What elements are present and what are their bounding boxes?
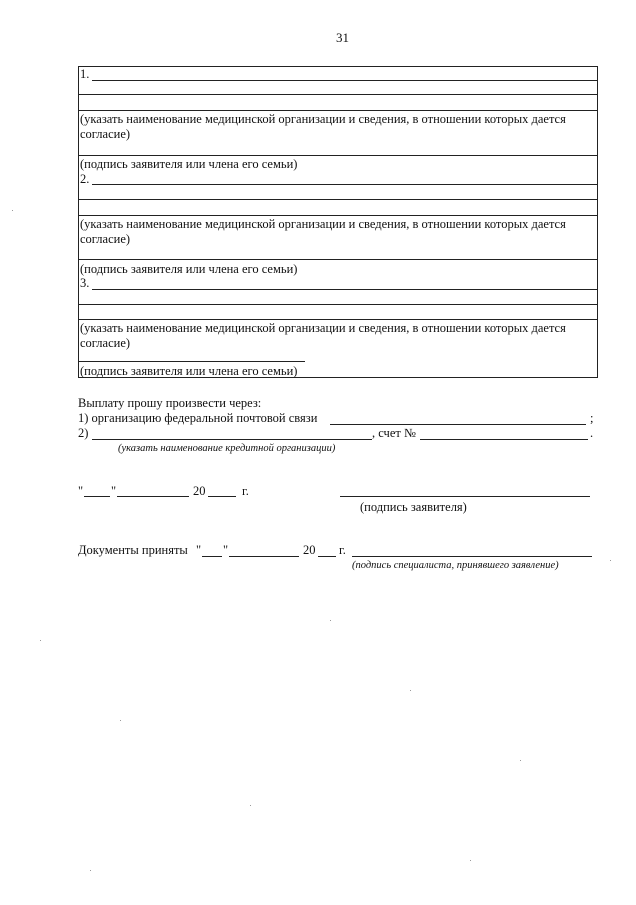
consent-item-2-number: 2. bbox=[80, 172, 90, 186]
scan-speck bbox=[90, 870, 91, 871]
consent-item-3-signature-line[interactable] bbox=[79, 361, 305, 362]
consent-item-1-line-2[interactable] bbox=[79, 94, 597, 95]
consent-item-2-line[interactable] bbox=[92, 184, 597, 185]
scan-speck bbox=[610, 560, 611, 561]
post-office-field[interactable] bbox=[330, 424, 586, 425]
applicant-date-day-field[interactable] bbox=[84, 496, 110, 497]
consent-item-1-signature-line[interactable] bbox=[79, 155, 597, 156]
consent-item-3-line-2[interactable] bbox=[79, 304, 597, 305]
accepted-date-year-prefix: 20 bbox=[303, 543, 316, 557]
consent-item-1-instruction-2: согласие) bbox=[80, 127, 131, 141]
consent-item-2-instruction-2: согласие) bbox=[80, 232, 131, 246]
scan-speck bbox=[250, 805, 251, 806]
consent-item-2-line-3[interactable] bbox=[79, 215, 597, 216]
consent-item-2-signature-line[interactable] bbox=[79, 259, 597, 260]
scan-speck bbox=[470, 860, 471, 861]
payment-option-post-end: ; bbox=[590, 411, 594, 425]
documents-accepted-label: Документы приняты bbox=[78, 543, 188, 557]
payment-option-bank: 2) bbox=[78, 426, 89, 440]
consent-item-1-line-3[interactable] bbox=[79, 110, 597, 111]
applicant-signature-caption: (подпись заявителя) bbox=[360, 500, 467, 514]
consent-item-3-number: 3. bbox=[80, 276, 90, 290]
applicant-date-year-prefix: 20 bbox=[193, 484, 206, 498]
applicant-date-year-suffix: г. bbox=[242, 484, 249, 498]
accepted-date-day-field[interactable] bbox=[202, 556, 222, 557]
consent-item-1-instruction: (указать наименование медицинской организации и сведения, в отношении которых дается bbox=[80, 112, 566, 126]
page-number: 31 bbox=[336, 30, 349, 45]
accepted-date-quote-close: " bbox=[223, 543, 229, 557]
payment-option-bank-end: . bbox=[590, 426, 594, 440]
scan-speck bbox=[12, 210, 13, 211]
scan-speck bbox=[40, 640, 41, 641]
payment-option-post: 1) организацию федеральной почтовой связи bbox=[78, 411, 318, 425]
applicant-date-month-field[interactable] bbox=[117, 496, 189, 497]
specialist-signature-caption: (подпись специалиста, принявшего заявление) bbox=[352, 560, 559, 571]
accepted-date-year-field[interactable] bbox=[318, 556, 336, 557]
scan-speck bbox=[120, 720, 121, 721]
consent-item-3-line[interactable] bbox=[92, 289, 597, 290]
consent-item-3-signature-caption: (подпись заявителя или члена его семьи) bbox=[80, 364, 298, 378]
consent-item-3-line-3[interactable] bbox=[79, 319, 597, 320]
consent-item-2-line-2[interactable] bbox=[79, 199, 597, 200]
bank-name-field[interactable] bbox=[92, 439, 372, 440]
accepted-date-month-field[interactable] bbox=[229, 556, 299, 557]
bank-account-label: , счет № bbox=[372, 426, 416, 440]
applicant-signature-field[interactable] bbox=[340, 496, 590, 497]
consent-item-1-number: 1. bbox=[80, 67, 90, 81]
scan-speck bbox=[330, 620, 331, 621]
consent-item-3-instruction: (указать наименование медицинской организации и сведения, в отношении которых дается bbox=[80, 321, 566, 335]
consent-item-1-signature-caption: (подпись заявителя или члена его семьи) bbox=[80, 157, 298, 171]
bank-account-field[interactable] bbox=[420, 439, 588, 440]
bank-name-caption: (указать наименование кредитной организации) bbox=[118, 443, 336, 454]
applicant-date-quote-close: " bbox=[111, 484, 117, 498]
consent-item-3-instruction-2: согласие) bbox=[80, 336, 131, 350]
consent-item-2-instruction: (указать наименование медицинской организации и сведения, в отношении которых дается bbox=[80, 217, 566, 231]
accepted-date-year-suffix: г. bbox=[339, 543, 346, 557]
applicant-date-quote-open: " bbox=[78, 484, 84, 498]
payment-heading: Выплату прошу произвести через: bbox=[78, 396, 262, 410]
scan-speck bbox=[410, 690, 411, 691]
consent-item-2-signature-caption: (подпись заявителя или члена его семьи) bbox=[80, 262, 298, 276]
consent-item-1-line[interactable] bbox=[92, 80, 597, 81]
specialist-signature-field[interactable] bbox=[352, 556, 592, 557]
scan-speck bbox=[520, 760, 521, 761]
applicant-date-year-field[interactable] bbox=[208, 496, 236, 497]
accepted-date-quote-open: " bbox=[196, 543, 202, 557]
